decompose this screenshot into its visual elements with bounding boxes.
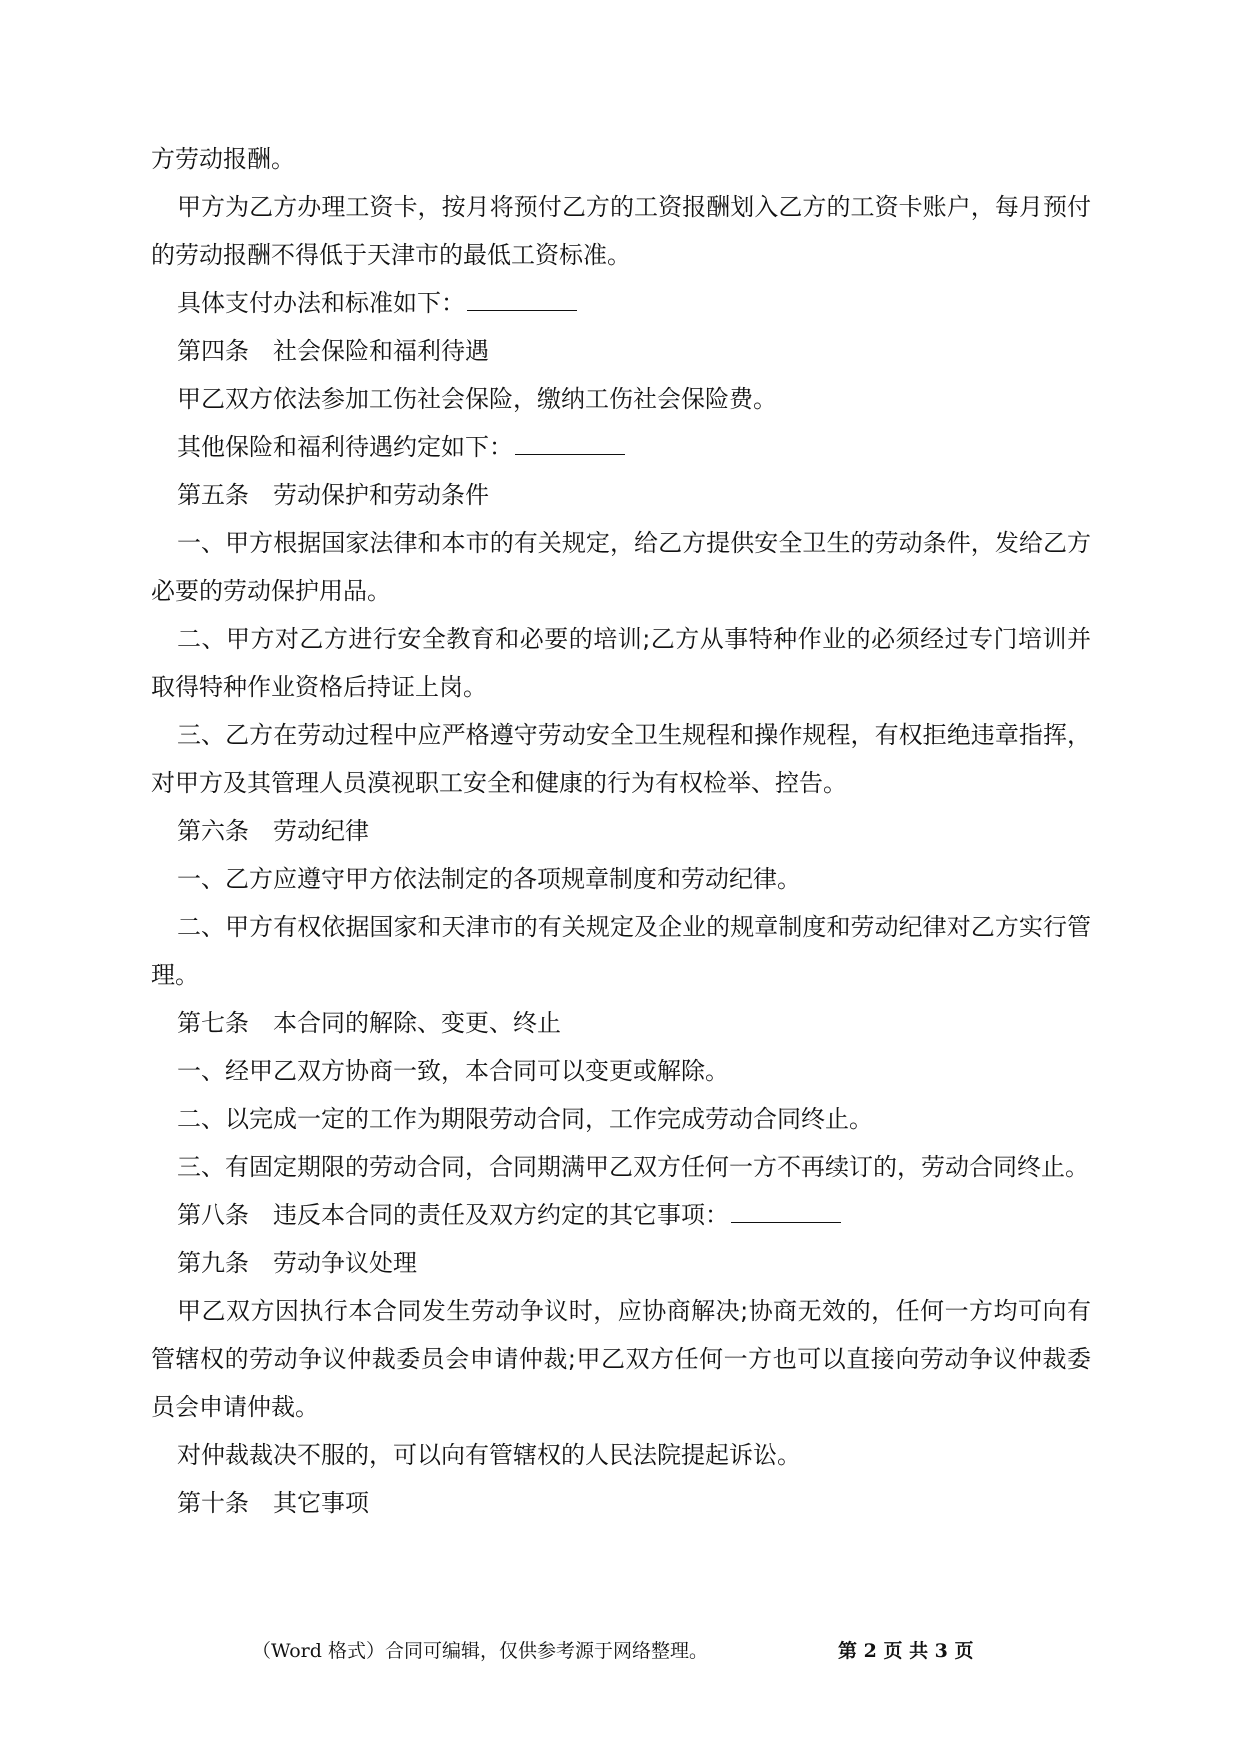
paragraph <box>151 1095 1091 1143</box>
paragraph-text: 一、乙方应遵守甲方依法制定的各项规章制度和劳动纪律。 <box>177 865 801 893</box>
paragraph <box>151 615 1091 711</box>
fill-in-blank[interactable] <box>515 432 625 455</box>
paragraph <box>151 327 1091 375</box>
paragraph <box>151 519 1091 615</box>
paragraph <box>151 1287 1091 1431</box>
paragraph <box>151 1191 1091 1239</box>
fill-in-blank[interactable] <box>731 1200 841 1223</box>
paragraph-text: 第五条 劳动保护和劳动条件 <box>177 481 489 509</box>
paragraph <box>151 375 1091 423</box>
paragraph-text: 第六条 劳动纪律 <box>177 817 369 845</box>
paragraph <box>151 471 1091 519</box>
paragraph-text: 具体支付办法和标准如下： <box>177 289 465 317</box>
paragraph <box>151 279 1091 327</box>
paragraph-text: 甲乙双方因执行本合同发生劳动争议时，应协商解决;协商无效的，任何一方均可向有管辖权的劳动争议仲裁委员会申请仲裁;甲乙双方任何一方也可以直接向劳动争议仲裁委员会申请仲裁。 <box>151 1297 1091 1421</box>
paragraph-text: 三、乙方在劳动过程中应严格遵守劳动安全卫生规程和操作规程，有权拒绝违章指挥，对甲方及其管理人员漠视职工安全和健康的行为有权检举、控告。 <box>151 721 1091 797</box>
paragraph-text: 对仲裁裁决不服的，可以向有管辖权的人民法院提起诉讼。 <box>177 1441 801 1469</box>
paragraph-text: 第十条 其它事项 <box>177 1489 369 1517</box>
paragraph-text: 一、甲方根据国家法律和本市的有关规定，给乙方提供安全卫生的劳动条件，发给乙方必要的劳动保护用品。 <box>151 529 1091 605</box>
paragraph-text: 二、以完成一定的工作为期限劳动合同，工作完成劳动合同终止。 <box>177 1105 873 1133</box>
footer-note: （Word 格式）合同可编辑，仅供参考源于网络整理。 <box>252 1640 708 1662</box>
paragraph <box>151 423 1091 471</box>
paragraph <box>151 903 1091 999</box>
paragraph-text: 三、有固定期限的劳动合同，合同期满甲乙双方任何一方不再续订的，劳动合同终止。 <box>177 1153 1089 1181</box>
page-footer <box>0 1636 1241 1666</box>
paragraph-text: 二、甲方对乙方进行安全教育和必要的培训;乙方从事特种作业的必须经过专门培训并取得特种作业资格后持证上岗。 <box>151 625 1091 701</box>
paragraph-text: 第四条 社会保险和福利待遇 <box>177 337 489 365</box>
fill-in-blank[interactable] <box>467 288 577 311</box>
paragraph-text: 甲方为乙方办理工资卡，按月将预付乙方的工资报酬划入乙方的工资卡账户，每月预付的劳动报酬不得低于天津市的最低工资标准。 <box>151 193 1091 269</box>
paragraph-text: 二、甲方有权依据国家和天津市的有关规定及企业的规章制度和劳动纪律对乙方实行管理。 <box>151 913 1091 989</box>
paragraph <box>151 1047 1091 1095</box>
paragraph-text: 其他保险和福利待遇约定如下： <box>177 433 513 461</box>
paragraph-text: 甲乙双方依法参加工伤社会保险，缴纳工伤社会保险费。 <box>177 385 777 413</box>
paragraph <box>151 1479 1091 1527</box>
paragraph <box>151 711 1091 807</box>
paragraph <box>151 1431 1091 1479</box>
paragraph <box>151 183 1091 279</box>
paragraph-text: 第八条 违反本合同的责任及双方约定的其它事项： <box>177 1201 729 1229</box>
paragraph <box>151 1239 1091 1287</box>
paragraph-text: 方劳动报酬。 <box>151 145 295 173</box>
paragraph-text: 第九条 劳动争议处理 <box>177 1249 417 1277</box>
contract-body <box>151 145 1091 1527</box>
paragraph-text: 一、经甲乙双方协商一致，本合同可以变更或解除。 <box>177 1057 729 1085</box>
paragraph <box>151 807 1091 855</box>
paragraph <box>151 135 1091 183</box>
paragraph <box>151 855 1091 903</box>
paragraph-text: 第七条 本合同的解除、变更、终止 <box>177 1009 561 1037</box>
page-number: 第 2 页 共 3 页 <box>838 1640 974 1662</box>
paragraph <box>151 999 1091 1047</box>
paragraph <box>151 1143 1091 1191</box>
